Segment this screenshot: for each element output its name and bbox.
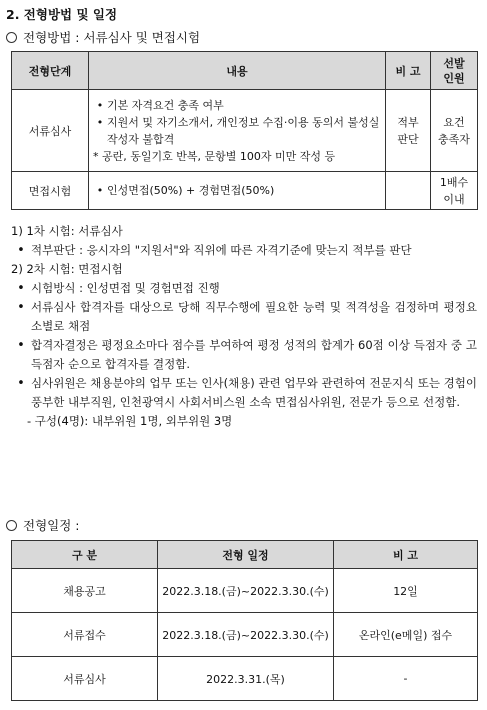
schedule-remark: 온라인(e메일) 접수 [334, 613, 478, 657]
method-table [11, 51, 478, 210]
list-item: • 심사위원은 채용분야의 업무 또는 인사(채용) 관련 업무와 관련하여 전문지식 또는 경험이 풍부한 내부직원, 인천광역시 사회서비스원 소속 면접심사위원, 전문가 등으로 선정함. [17, 376, 477, 409]
schedule-remark: - [334, 657, 478, 701]
table-header-row [12, 52, 478, 90]
content-cell [89, 172, 386, 210]
table-row [12, 90, 478, 172]
header-quota: 선발 인원 [431, 52, 478, 90]
list-item: • 적부판단 : 응시자의 "지원서"와 직위에 따른 자격기준에 맞는지 적부를 판단 [17, 243, 412, 258]
schedule-heading-row [6, 516, 80, 534]
table-row [12, 569, 478, 613]
schedule-table [11, 540, 478, 701]
list-item: • 합격자결정은 평정요소마다 점수를 부여하여 평정 성적의 합계가 60점 이상 득점자 중 고득점자 순으로 합격자를 결정함. [17, 338, 477, 371]
section-title: 2. 전형방법 및 일정 [6, 7, 118, 22]
remark-cell [386, 172, 431, 210]
schedule-item: 서류접수 [12, 613, 158, 657]
hollow-circle-icon [6, 32, 17, 43]
table-row [12, 613, 478, 657]
table-header-row [12, 541, 478, 569]
header-stage: 전형단계 [12, 52, 89, 90]
schedule-date: 2022.3.18.(금)~2022.3.30.(수) [158, 569, 334, 613]
schedule-heading: 전형일정 : [23, 518, 80, 533]
quota-cell: 1배수 이내 [431, 172, 478, 210]
schedule-date: 2022.3.18.(금)~2022.3.30.(수) [158, 613, 334, 657]
table-row [12, 172, 478, 210]
committee-composition: - 구성(4명): 내부위원 1명, 외부위원 3명 [27, 414, 233, 428]
schedule-remark: 12일 [334, 569, 478, 613]
list-item: • 시험방식 : 인성면접 및 경험면접 진행 [17, 281, 220, 296]
method-heading-row [6, 28, 200, 46]
schedule-item: 채용공고 [12, 569, 158, 613]
header-remark: 비 고 [334, 541, 478, 569]
header-category: 구 분 [12, 541, 158, 569]
hollow-circle-icon [6, 520, 17, 531]
schedule-item: 서류심사 [12, 657, 158, 701]
header-remark: 비 고 [386, 52, 431, 90]
stage-cell: 면접시험 [12, 172, 89, 210]
schedule-date: 2022.3.31.(목) [158, 657, 334, 701]
quota-cell: 요건 충족자 [431, 90, 478, 172]
header-content: 내용 [89, 52, 386, 90]
method-heading: 전형방법 : 서류심사 및 면접시험 [23, 30, 201, 45]
note-heading-1: 1) 1차 시험: 서류심사 [11, 224, 123, 238]
notes-block [11, 222, 477, 431]
note-heading-2: 2) 2차 시험: 면접시험 [11, 262, 123, 276]
footnote: * 공란, 동일기호 반복, 문항별 100자 미만 작성 등 [93, 149, 336, 163]
table-row [12, 657, 478, 701]
header-date: 전형 일정 [158, 541, 334, 569]
list-item: • 인성면접(50%) + 경험면접(50%) [96, 184, 275, 197]
stage-cell: 서류심사 [12, 90, 89, 172]
content-cell [89, 90, 386, 172]
list-item: • 지원서 및 자기소개서, 개인정보 수집·이용 동의서 불성실 작성자 불합격 [96, 115, 380, 146]
list-item: • 기본 자격요건 충족 여부 [96, 98, 224, 112]
list-item: • 서류심사 합격자를 대상으로 당해 직무수행에 필요한 능력 및 적격성을 검정하며 평정요소별로 채점 [17, 300, 477, 333]
remark-cell: 적부 판단 [386, 90, 431, 172]
